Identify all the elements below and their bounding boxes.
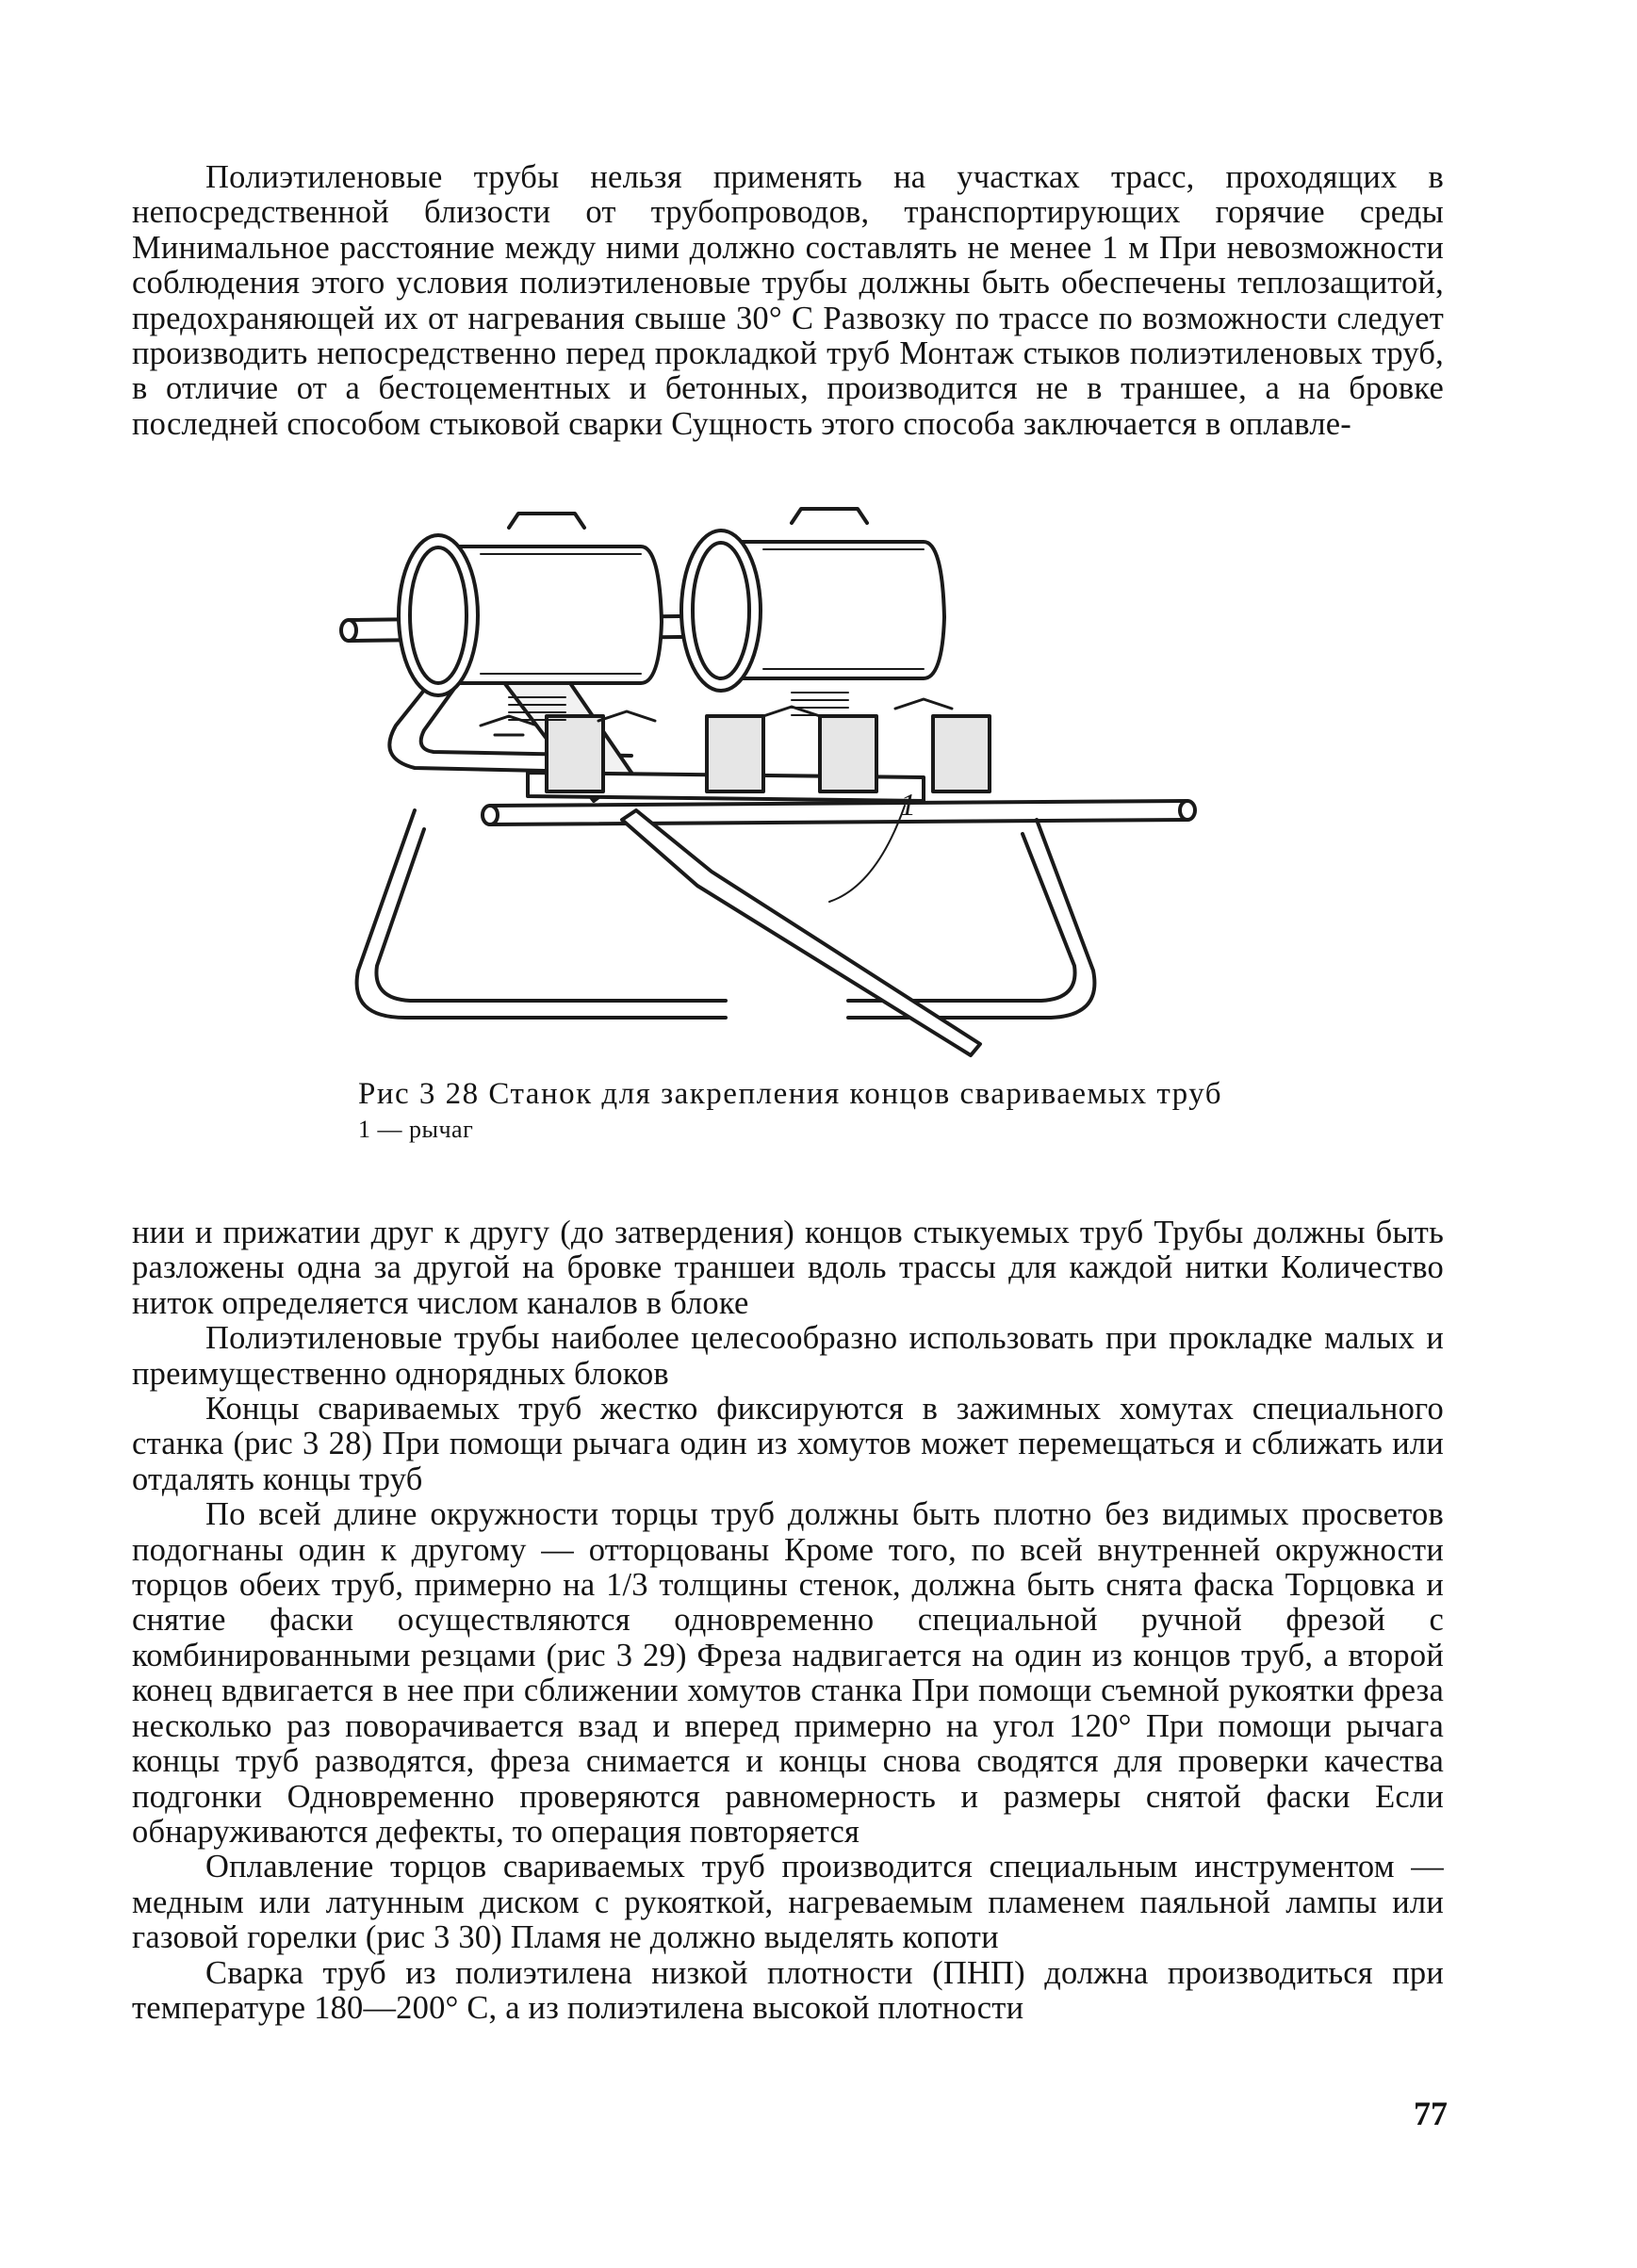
caption-legend: 1 — рычаг bbox=[358, 1116, 474, 1143]
page-number: 77 bbox=[1414, 2095, 1448, 2132]
paragraph: Полиэтиленовые трубы нельзя применять на участках трасс, проходящих в непосредственной близости от трубопроводов, транспортирующих горячие среды Минимальное расстояние между ними должно составлять не менее 1 м При невозможности соблюдения этого условия полиэтиленовые трубы должны быть обеспечены теплозащитой, предохраняющей их от нагревания свыше 30° С Развозку по трассе по возможности следует производить непосредственно перед прокладкой труб Монтаж стыков полиэтиленовых труб, в отличие от а бестоцементных и бетонных, производится не в траншее, а на бровке последней способом стыковой сварки Сущность этого способа заключается в оплавле- bbox=[132, 159, 1444, 442]
caption-text: Рис 3 28 Станок для закрепления концов свариваемых труб bbox=[358, 1077, 1223, 1111]
text-block-top bbox=[132, 160, 1444, 442]
paragraph: Полиэтиленовые трубы наиболее целесообразно использовать при прокладке малых и преимущественно однорядных блоков bbox=[132, 1320, 1444, 1392]
paragraph: нии и прижатии друг к другу (до затвердения) концов стыкуемых труб Трубы должны быть разложены одна за другой на бровке траншеи вдоль трассы для каждой нитки Количество ниток определяется числом каналов в блоке bbox=[132, 1215, 1444, 1321]
figure-welding-stand bbox=[320, 490, 1263, 1065]
callout-label: 1 bbox=[900, 788, 916, 823]
paragraph: Оплавление торцов свариваемых труб производится специальным инструментом — медным или латунным диском с рукояткой, нагреваемым пламенем паяльной лампы или газовой горелки (рис 3 30) Пламя не должно выделять копоти bbox=[132, 1849, 1444, 1956]
paragraph: Сварка труб из полиэтилена низкой плотности (ПНП) должна производиться при температуре 180—200° С, а из полиэтилена высокой плотности bbox=[132, 1954, 1444, 2026]
welding-stand-drawing bbox=[320, 490, 1263, 1065]
figure-caption bbox=[358, 1077, 1263, 1147]
paragraph: Концы свариваемых труб жестко фиксируются в зажимных хомутах специального станка (рис 3 28) При помощи рычага один из хомутов может перемещаться и сближать или отдалять концы труб bbox=[132, 1391, 1444, 1497]
text-block-bottom bbox=[132, 1216, 1444, 2026]
paragraph: По всей длине окружности торцы труб должны быть плотно без видимых просветов подогнаны один к другому — отторцованы Кроме того, по всей внутренней окружности торцов обеих труб, примерно на 1/3 толщины стенок, должна быть снята фаска Торцовка и снятие фаски осуществляются одновременно специальной ручной фрезой с комбинированными резцами (рис 3 29) Фреза надвигается на один из концов труб, а второй конец вдвигается в нее при сближении хомутов станка При помощи съемной рукоятки фреза несколько раз поворачивается взад и вперед примерно на угол 120° При помощи рычага концы труб разводятся, фреза снимается и концы снова сводятся для проверки качества подгонки Одновременно проверяются равномерность и размеры снятой фаски Если обнаруживаются дефекты, то операция повторяется bbox=[132, 1496, 1444, 1850]
